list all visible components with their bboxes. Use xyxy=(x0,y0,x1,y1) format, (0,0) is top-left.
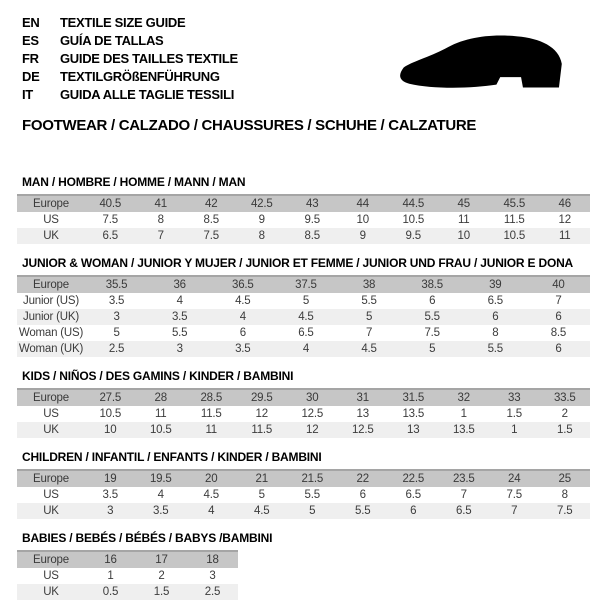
size-cell: 2.5 xyxy=(85,341,148,357)
size-cell: 6.5 xyxy=(298,327,314,339)
size-cell: 36 xyxy=(148,276,211,293)
table-row xyxy=(17,341,590,357)
size-cell: 46 xyxy=(540,195,591,212)
size-cell: 3 xyxy=(85,309,148,325)
size-cell: 25 xyxy=(540,470,591,487)
size-cell: 5.5 xyxy=(361,295,377,307)
size-cell: 6 xyxy=(464,309,527,325)
size-cell: 8.5 xyxy=(287,228,338,244)
size-cell: 35.5 xyxy=(85,276,148,293)
size-cell: 27.5 xyxy=(85,389,136,406)
language-code: ES xyxy=(22,33,39,48)
size-cell: 42.5 xyxy=(237,195,288,212)
size-cell: 6 xyxy=(359,489,366,501)
row-label: UK xyxy=(17,584,85,600)
size-cell: 18 xyxy=(187,551,238,568)
size-cell: 5.5 xyxy=(338,503,389,519)
size-cell: 6.5 xyxy=(85,228,136,244)
size-cell: 6.5 xyxy=(487,295,503,307)
size-cell: 7.5 xyxy=(424,327,440,339)
table-row xyxy=(17,584,238,600)
table-row xyxy=(17,568,238,584)
size-cell: 12.5 xyxy=(301,408,324,420)
table-row xyxy=(17,406,590,422)
size-cell: 7.5 xyxy=(102,214,118,226)
size-cell: 11 xyxy=(540,228,591,244)
size-cell: 43 xyxy=(287,195,338,212)
size-cell: 41 xyxy=(136,195,187,212)
size-cell: 30 xyxy=(287,389,338,406)
size-cell: 12 xyxy=(558,214,571,226)
size-cell: 28 xyxy=(136,389,187,406)
size-cell: 4 xyxy=(176,295,183,307)
size-cell: 13.5 xyxy=(402,408,425,420)
size-cell: 6 xyxy=(429,295,436,307)
row-label: Europe xyxy=(17,195,85,212)
size-cell: 32 xyxy=(439,389,490,406)
size-cell: 39 xyxy=(464,276,527,293)
size-cell: 38.5 xyxy=(401,276,464,293)
language-label: GUIDA ALLE TAGLIE TESSILI xyxy=(60,87,235,102)
language-code: DE xyxy=(22,69,40,84)
size-cell: 37.5 xyxy=(274,276,337,293)
row-label: Europe xyxy=(17,389,85,406)
table-row xyxy=(17,487,590,503)
size-cell: 33 xyxy=(489,389,540,406)
size-cell: 3.5 xyxy=(211,341,274,357)
row-label: UK xyxy=(17,503,85,519)
size-cell: 3.5 xyxy=(102,489,118,501)
section-title: JUNIOR & WOMAN / JUNIOR Y MUJER / JUNIOR ET FEMME / JUNIOR UND FRAU / JUNIOR E DONA xyxy=(22,256,574,270)
size-cell: 9.5 xyxy=(304,214,320,226)
size-cell: 10 xyxy=(439,228,490,244)
size-cell: 3 xyxy=(209,570,216,582)
size-cell: 4.5 xyxy=(235,295,251,307)
size-cell: 40 xyxy=(527,276,590,293)
size-cell: 4.5 xyxy=(338,341,401,357)
size-cell: 1 xyxy=(489,422,540,438)
size-cell: 1.5 xyxy=(136,584,187,600)
size-table xyxy=(17,469,590,519)
size-cell: 16 xyxy=(85,551,136,568)
size-cell: 8.5 xyxy=(203,214,219,226)
size-cell: 7.5 xyxy=(506,489,522,501)
size-cell: 28.5 xyxy=(186,389,237,406)
language-label: GUÍA DE TALLAS xyxy=(60,33,164,48)
language-code: EN xyxy=(22,15,40,30)
dress-shoe-icon xyxy=(396,26,576,96)
size-cell: 45 xyxy=(439,195,490,212)
section-title: MAN / HOMBRE / HOMME / MANN / MAN xyxy=(22,175,246,189)
row-label: US xyxy=(43,489,59,501)
size-cell: 11 xyxy=(186,422,237,438)
size-cell: 8 xyxy=(157,214,164,226)
size-cell: 3.5 xyxy=(136,503,187,519)
size-cell: 4.5 xyxy=(274,309,337,325)
size-table-section xyxy=(17,531,590,600)
row-label: US xyxy=(43,408,59,420)
size-table xyxy=(17,388,590,438)
size-cell: 13 xyxy=(388,422,439,438)
row-label: Europe xyxy=(17,551,85,568)
size-cell: 5 xyxy=(338,309,401,325)
size-cell: 0.5 xyxy=(85,584,136,600)
table-row xyxy=(17,503,590,519)
language-code: IT xyxy=(22,87,33,102)
size-cell: 10.5 xyxy=(402,214,425,226)
table-row xyxy=(17,276,590,293)
size-cell: 38 xyxy=(338,276,401,293)
size-cell: 7 xyxy=(489,503,540,519)
size-cell: 8 xyxy=(237,228,288,244)
size-cell: 23.5 xyxy=(439,470,490,487)
table-row xyxy=(17,470,590,487)
language-code: FR xyxy=(22,51,39,66)
size-cell: 5 xyxy=(258,489,265,501)
language-label: GUIDE DES TAILLES TEXTILE xyxy=(60,51,238,66)
size-cell: 36.5 xyxy=(211,276,274,293)
size-table-section xyxy=(17,256,590,357)
table-row xyxy=(17,293,590,309)
size-cell: 5.5 xyxy=(401,309,464,325)
size-table-section xyxy=(17,369,590,438)
size-cell: 2 xyxy=(561,408,568,420)
size-cell: 1 xyxy=(107,570,114,582)
size-cell: 11.5 xyxy=(200,408,222,420)
size-cell: 13.5 xyxy=(439,422,490,438)
size-cell: 19 xyxy=(85,470,136,487)
table-row xyxy=(17,551,238,568)
size-cell: 4 xyxy=(186,503,237,519)
size-cell: 5.5 xyxy=(171,327,188,339)
size-table-section xyxy=(17,450,590,519)
size-cell: 21.5 xyxy=(287,470,338,487)
size-cell: 4 xyxy=(274,341,337,357)
size-cell: 4.5 xyxy=(203,489,219,501)
size-cell: 31 xyxy=(338,389,389,406)
table-row xyxy=(17,195,590,212)
row-label: UK xyxy=(17,228,85,244)
size-cell: 24 xyxy=(489,470,540,487)
size-cell: 5.5 xyxy=(304,489,320,501)
size-cell: 10.5 xyxy=(489,228,540,244)
size-cell: 12 xyxy=(287,422,338,438)
size-cell: 12 xyxy=(255,408,268,420)
size-cell: 10.5 xyxy=(136,422,187,438)
row-label: UK xyxy=(17,422,85,438)
size-cell: 8 xyxy=(492,327,499,339)
size-table xyxy=(17,275,590,357)
size-cell: 8.5 xyxy=(550,327,567,339)
size-cell: 9.5 xyxy=(388,228,439,244)
section-title: KIDS / NIÑOS / DES GAMINS / KINDER / BAMBINI xyxy=(22,369,294,383)
category-title: FOOTWEAR / CALZADO / CHAUSSURES / SCHUHE / CALZATURE xyxy=(22,117,477,134)
size-cell: 17 xyxy=(136,551,187,568)
size-cell: 2 xyxy=(158,570,165,582)
size-cell: 11.5 xyxy=(237,422,288,438)
size-cell: 44 xyxy=(338,195,389,212)
size-cell: 5 xyxy=(287,503,338,519)
language-label: TEXTILE SIZE GUIDE xyxy=(60,15,186,30)
table-row xyxy=(17,422,590,438)
row-label: Europe xyxy=(17,276,85,293)
language-label: TEXTILGRÖßENFÜHRUNG xyxy=(60,69,220,84)
size-cell: 5 xyxy=(302,295,310,307)
row-label: Woman (UK) xyxy=(18,343,84,355)
size-table xyxy=(17,194,590,244)
size-cell: 4 xyxy=(211,309,274,325)
size-table-sections xyxy=(17,175,590,600)
size-cell: 10 xyxy=(356,214,369,226)
row-label: Junior (UK) xyxy=(17,309,85,325)
size-table-section xyxy=(17,175,590,244)
size-cell: 22.5 xyxy=(388,470,439,487)
table-row xyxy=(17,212,590,228)
size-cell: 40.5 xyxy=(85,195,136,212)
size-cell: 11.5 xyxy=(503,214,525,226)
size-cell: 7 xyxy=(460,489,467,501)
size-cell: 45.5 xyxy=(489,195,540,212)
size-cell: 6 xyxy=(527,309,590,325)
size-cell: 7 xyxy=(365,327,373,339)
size-cell: 2.5 xyxy=(187,584,238,600)
size-cell: 8 xyxy=(561,489,568,501)
size-cell: 11 xyxy=(457,214,470,226)
size-cell: 33.5 xyxy=(540,389,591,406)
size-cell: 6 xyxy=(239,327,246,339)
size-cell: 1.5 xyxy=(506,408,522,420)
size-cell: 20 xyxy=(186,470,237,487)
size-cell: 6.5 xyxy=(439,503,490,519)
size-cell: 44.5 xyxy=(388,195,439,212)
size-cell: 4.5 xyxy=(237,503,288,519)
table-row xyxy=(17,309,590,325)
size-cell: 9 xyxy=(338,228,389,244)
size-cell: 7 xyxy=(136,228,187,244)
row-label: US xyxy=(43,214,59,226)
size-cell: 7.5 xyxy=(540,503,591,519)
row-label: Europe xyxy=(17,470,85,487)
size-cell: 3.5 xyxy=(108,295,125,307)
size-cell: 42 xyxy=(186,195,237,212)
size-cell: 4 xyxy=(157,489,164,501)
size-cell: 10.5 xyxy=(99,408,122,420)
size-cell: 11 xyxy=(154,408,167,420)
size-cell: 5.5 xyxy=(464,341,527,357)
table-row xyxy=(17,325,590,341)
row-label: US xyxy=(43,570,59,582)
size-cell: 9 xyxy=(258,214,265,226)
size-cell: 7.5 xyxy=(186,228,237,244)
size-cell: 5 xyxy=(401,341,464,357)
size-cell: 6.5 xyxy=(405,489,421,501)
size-cell: 22 xyxy=(338,470,389,487)
row-label: Woman (US) xyxy=(18,327,84,339)
size-cell: 5 xyxy=(113,327,120,339)
size-cell: 7 xyxy=(555,295,562,307)
size-cell: 21 xyxy=(237,470,288,487)
size-cell: 3 xyxy=(148,341,211,357)
table-row xyxy=(17,228,590,244)
size-cell: 1.5 xyxy=(540,422,591,438)
section-title: CHILDREN / INFANTIL / ENFANTS / KINDER / BAMBINI xyxy=(22,450,322,464)
size-cell: 3 xyxy=(85,503,136,519)
size-cell: 12.5 xyxy=(338,422,389,438)
section-title: BABIES / BEBÉS / BÉBÉS / BABYS /BAMBINI xyxy=(22,531,273,545)
size-table xyxy=(17,550,238,600)
size-cell: 19.5 xyxy=(136,470,187,487)
row-label: Junior (US) xyxy=(23,295,79,307)
size-cell: 3.5 xyxy=(148,309,211,325)
size-cell: 31.5 xyxy=(388,389,439,406)
size-cell: 6 xyxy=(388,503,439,519)
size-cell: 10 xyxy=(85,422,136,438)
size-cell: 6 xyxy=(527,341,590,357)
size-cell: 29.5 xyxy=(237,389,288,406)
size-cell: 1 xyxy=(460,408,467,420)
table-row xyxy=(17,389,590,406)
size-cell: 13 xyxy=(356,408,369,420)
